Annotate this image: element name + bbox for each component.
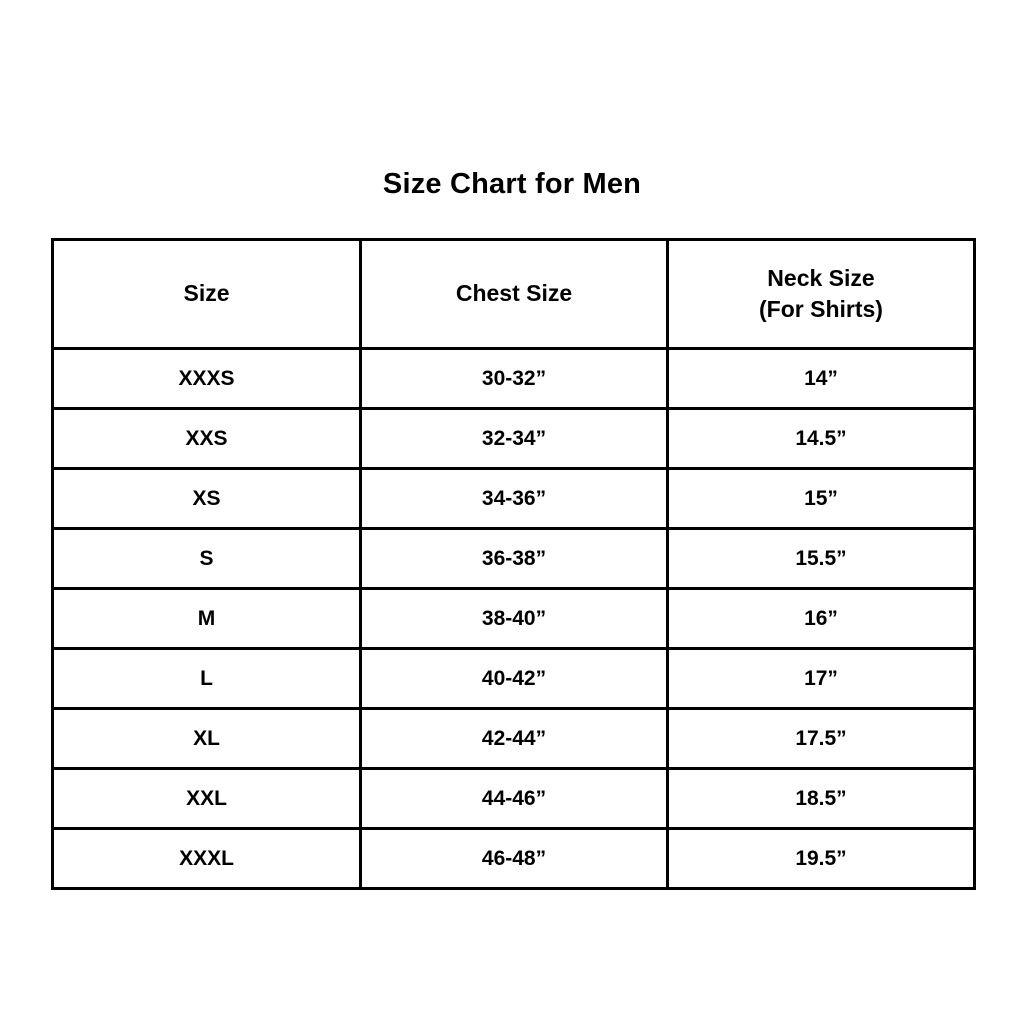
- column-header-neck-label: Neck Size: [767, 264, 875, 291]
- cell-chest: 42-44”: [361, 709, 668, 769]
- cell-chest: 34-36”: [361, 469, 668, 529]
- table-row: [53, 589, 975, 649]
- page-title: Size Chart for Men: [382, 168, 642, 200]
- cell-neck: 15.5”: [668, 529, 975, 589]
- column-header-chest-label: Chest Size: [455, 280, 573, 307]
- cell-chest: 32-34”: [361, 409, 668, 469]
- cell-size: S: [53, 529, 361, 589]
- size-chart-table: [51, 238, 976, 890]
- cell-size: L: [53, 649, 361, 709]
- cell-chest: 44-46”: [361, 769, 668, 829]
- size-chart-table-container: [51, 238, 973, 890]
- cell-neck: 14.5”: [668, 409, 975, 469]
- table-row: [53, 649, 975, 709]
- table-row: [53, 829, 975, 889]
- cell-neck: 16”: [668, 589, 975, 649]
- table-header-row: [53, 240, 975, 349]
- cell-size: M: [53, 589, 361, 649]
- table-row: [53, 349, 975, 409]
- cell-size: XXXL: [53, 829, 361, 889]
- cell-chest: 40-42”: [361, 649, 668, 709]
- cell-neck: 17”: [668, 649, 975, 709]
- table-header: [53, 240, 975, 349]
- column-header-chest: [361, 240, 668, 349]
- table-row: [53, 709, 975, 769]
- cell-chest: 36-38”: [361, 529, 668, 589]
- cell-chest: 38-40”: [361, 589, 668, 649]
- cell-chest: 46-48”: [361, 829, 668, 889]
- cell-size: XS: [53, 469, 361, 529]
- table-row: [53, 769, 975, 829]
- cell-chest: 30-32”: [361, 349, 668, 409]
- cell-neck: 15”: [668, 469, 975, 529]
- column-header-size-label: Size: [183, 280, 230, 307]
- table-body: [53, 349, 975, 889]
- table-row: [53, 469, 975, 529]
- cell-size: XL: [53, 709, 361, 769]
- cell-size: XXL: [53, 769, 361, 829]
- table-row: [53, 409, 975, 469]
- column-header-neck-sublabel: (For Shirts): [759, 296, 883, 322]
- cell-neck: 19.5”: [668, 829, 975, 889]
- cell-neck: 17.5”: [668, 709, 975, 769]
- column-header-size: [53, 240, 361, 349]
- column-header-neck: [668, 240, 975, 349]
- cell-neck: 14”: [668, 349, 975, 409]
- cell-size: XXS: [53, 409, 361, 469]
- table-row: [53, 529, 975, 589]
- cell-neck: 18.5”: [668, 769, 975, 829]
- cell-size: XXXS: [53, 349, 361, 409]
